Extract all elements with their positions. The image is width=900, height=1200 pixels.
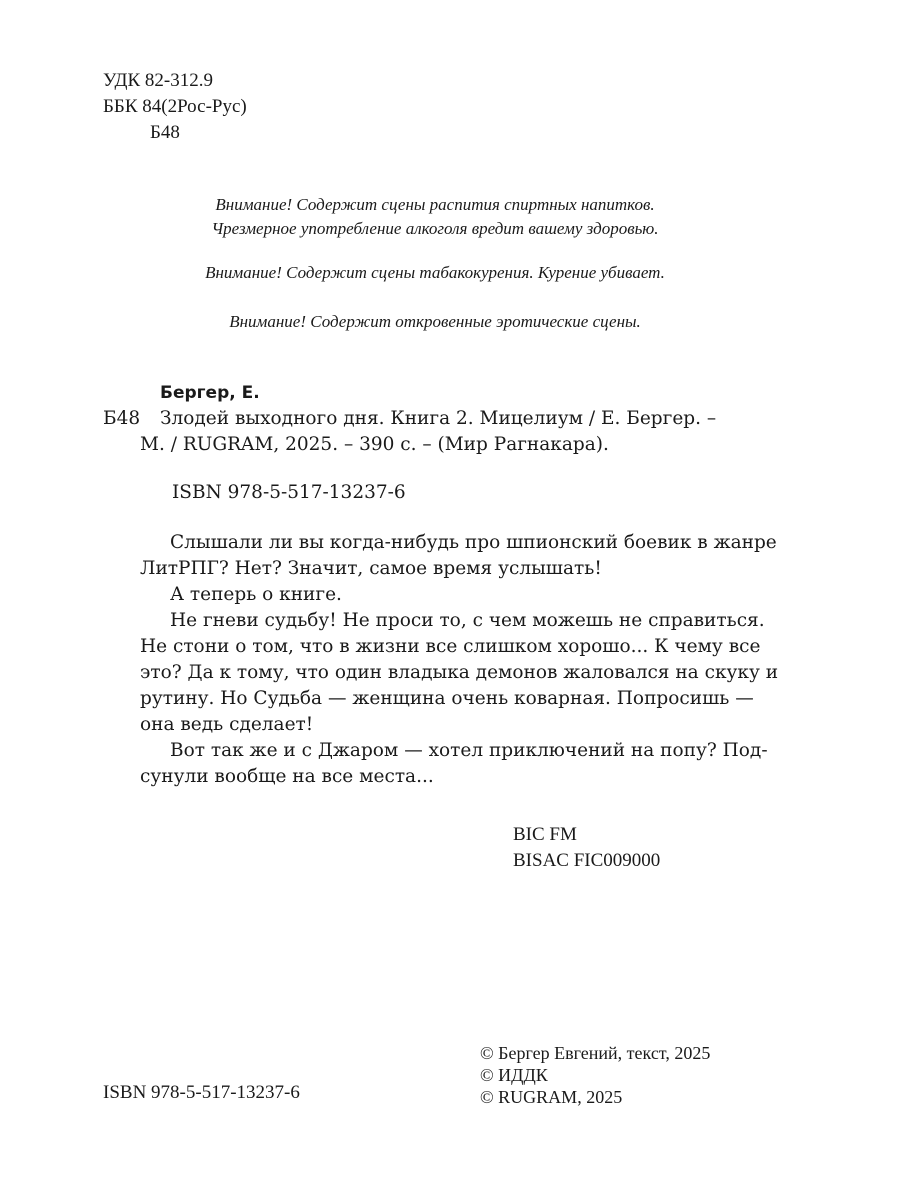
bib-title-line1: Злодей выходного дня. Книга 2. Мицелиум / Е. Бергер. – — [160, 408, 717, 429]
annotation-line: сунули вообще на все места... — [140, 766, 434, 787]
bisac-code: BISAC FIC009000 — [513, 850, 661, 871]
annotation-line: А теперь о книге. — [170, 584, 342, 605]
bib-title-line2: М. / RUGRAM, 2025. – 390 с. – (Мир Рагнакара). — [140, 434, 609, 455]
bib-author: Бергер, Е. — [160, 383, 260, 403]
tobacco-warning: Внимание! Содержит сцены табакокурения. Курение убивает. — [205, 263, 665, 282]
annotation-line: Вот так же и с Джаром — хотел приключений на попу? Под- — [170, 740, 768, 761]
erotic-warning: Внимание! Содержит откровенные эротические сцены. — [229, 312, 641, 331]
alcohol-warning-line2: Чрезмерное употребление алкоголя вредит вашему здоровью. — [211, 219, 659, 238]
copyright-rugram: © RUGRAM, 2025 — [480, 1087, 623, 1107]
bic-code: BIC FM — [513, 824, 577, 845]
annotation-line: Слышали ли вы когда-нибудь про шпионский боевик в жанре — [170, 532, 777, 553]
annotation-line: это? Да к тому, что один владыка демонов жаловался на скуку и — [140, 662, 779, 683]
alcohol-warning-line1: Внимание! Содержит сцены распития спиртных напитков. — [215, 195, 655, 214]
bib-isbn: ISBN 978-5-517-13237-6 — [172, 482, 406, 503]
bib-mark: Б48 — [103, 408, 141, 429]
annotation — [140, 530, 779, 790]
copyright-author: © Бергер Евгений, текст, 2025 — [480, 1043, 711, 1063]
annotation-line: ЛитРПГ? Нет? Значит, самое время услышать! — [140, 558, 602, 579]
bbk-code: ББК 84(2Рос-Рус) — [103, 96, 247, 117]
annotation-line: рутину. Но Судьба — женщина очень коварная. Попросишь — — [140, 688, 754, 709]
annotation-line: она ведь сделает! — [140, 714, 314, 735]
author-mark: Б48 — [150, 122, 180, 143]
footer-isbn: ISBN 978-5-517-13237-6 — [103, 1082, 300, 1103]
annotation-line: Не стони о том, что в жизни все слишком хорошо... К чему все — [140, 636, 761, 657]
annotation-line: Не гневи судьбу! Не проси то, с чем можешь не справиться. — [170, 610, 765, 631]
copyright-iddk: © ИДДК — [480, 1065, 548, 1085]
udk-code: УДК 82-312.9 — [103, 70, 213, 91]
